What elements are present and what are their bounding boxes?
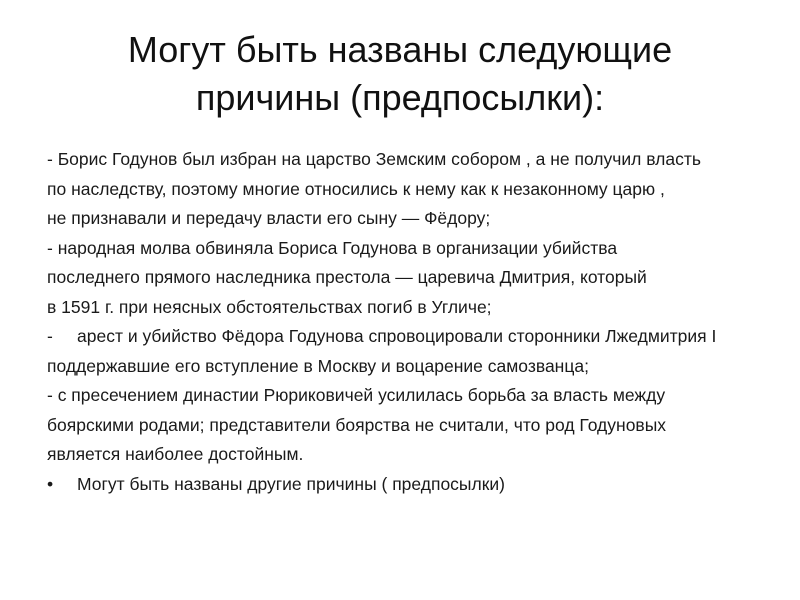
body-line: является наиболее достойным. <box>47 444 304 464</box>
body-line: в 1591 г. при неясных обстоятельствах погиб в Угличе; <box>47 296 492 317</box>
body-line: не признавали и передачу власти его сыну — Фёдору; <box>47 208 491 228</box>
title-line-2: причины (предпосылки): <box>195 77 605 118</box>
body-line: боярскими родами; представители боярства не считали, что род Годуновых <box>47 414 667 435</box>
body-line: поддержавшие его вступление в Москву и воцарение самозванца; <box>47 355 589 376</box>
dash-item <box>47 322 772 352</box>
slide-body <box>47 145 772 499</box>
title-line-1: Могут быть названы следующие <box>127 29 673 70</box>
body-line: последнего прямого наследника престола — царевича Дмитрия, который <box>47 267 647 287</box>
dash-item-text: арест и убийство Фёдора Годунова спровоцировали сторонники Лжедмитрия I <box>77 326 717 346</box>
body-line: - Борис Годунов был избран на царство Земским собором , а не получил власть <box>47 149 701 169</box>
bullet-item-text: Могут быть названы другие причины ( предпосылки) <box>77 473 505 494</box>
body-line: по наследству, поэтому многие относились к нему как к незаконному царю , <box>47 178 665 199</box>
body-line: - с пресечением династии Рюриковичей усилилась борьба за власть между <box>47 385 666 405</box>
dash-marker: - <box>47 326 53 346</box>
slide-title <box>60 26 740 122</box>
bullet-marker: • <box>47 473 54 494</box>
bullet-item <box>47 470 772 500</box>
body-line: - народная молва обвиняла Бориса Годунова в организации убийства <box>47 237 618 258</box>
